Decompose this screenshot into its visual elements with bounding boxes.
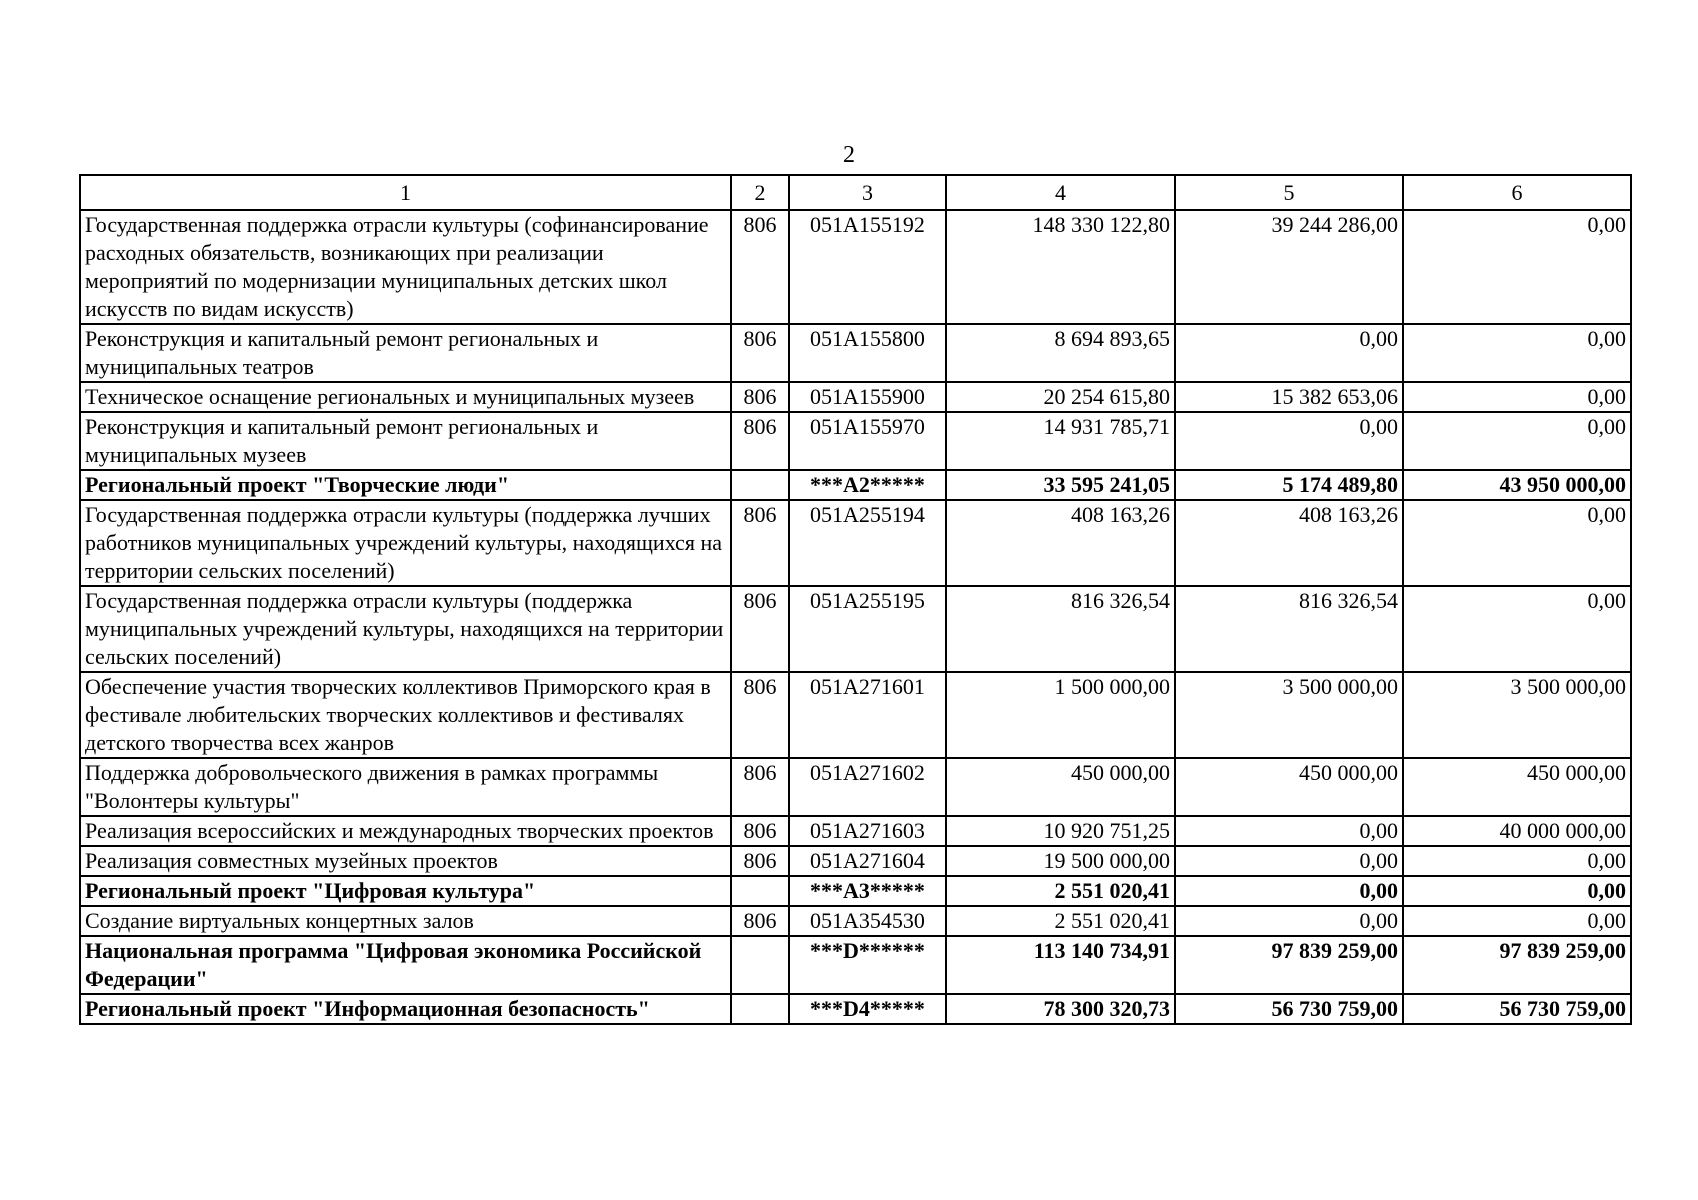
amount-col-4-cell: 20 254 615,80 (946, 382, 1175, 412)
item-name-cell: Национальная программа "Цифровая экономика Российской Федерации" (80, 936, 731, 994)
department-code-cell: 806 (731, 210, 789, 324)
amount-col-5-cell: 97 839 259,00 (1175, 936, 1403, 994)
amount-col-6-cell: 56 730 759,00 (1403, 994, 1631, 1024)
department-code-cell (731, 470, 789, 500)
department-code-cell: 806 (731, 586, 789, 672)
amount-col-5-cell: 5 174 489,80 (1175, 470, 1403, 500)
item-name-cell: Государственная поддержка отрасли культуры (поддержка муниципальных учреждений культуры, находящихся на территории сельских поселений) (80, 586, 731, 672)
amount-col-4-cell: 148 330 122,80 (946, 210, 1175, 324)
header-col-3: 3 (789, 175, 946, 210)
amount-col-4-cell: 2 551 020,41 (946, 876, 1175, 906)
budget-code-cell: ***A2***** (789, 470, 946, 500)
table-row (80, 470, 1631, 500)
amount-col-5-cell: 56 730 759,00 (1175, 994, 1403, 1024)
header-col-5: 5 (1175, 175, 1403, 210)
header-col-6: 6 (1403, 175, 1631, 210)
table-row (80, 500, 1631, 586)
budget-code-cell: 051A271601 (789, 672, 946, 758)
table-row (80, 758, 1631, 816)
header-row (80, 175, 1631, 210)
amount-col-5-cell: 0,00 (1175, 412, 1403, 470)
item-name-cell: Поддержка добровольческого движения в рамках программы "Волонтеры культуры" (80, 758, 731, 816)
amount-col-4-cell: 10 920 751,25 (946, 816, 1175, 846)
table-row (80, 210, 1631, 324)
amount-col-6-cell: 450 000,00 (1403, 758, 1631, 816)
header-col-4: 4 (946, 175, 1175, 210)
department-code-cell (731, 876, 789, 906)
item-name-cell: Государственная поддержка отрасли культуры (поддержка лучших работников муниципальных учреждений культуры, находящихся на территории сельских поселений) (80, 500, 731, 586)
budget-table (79, 174, 1632, 1025)
item-name-cell: Региональный проект "Цифровая культура" (80, 876, 731, 906)
table-row (80, 876, 1631, 906)
amount-col-6-cell: 0,00 (1403, 500, 1631, 586)
item-name-cell: Государственная поддержка отрасли культуры (софинансирование расходных обязательств, возникающих при реализации мероприятий по модернизации муниципальных детских школ искусств по видам искусств) (80, 210, 731, 324)
amount-col-6-cell: 3 500 000,00 (1403, 672, 1631, 758)
item-name-cell: Техническое оснащение региональных и муниципальных музеев (80, 382, 731, 412)
amount-col-4-cell: 113 140 734,91 (946, 936, 1175, 994)
amount-col-6-cell: 0,00 (1403, 210, 1631, 324)
header-col-2: 2 (731, 175, 789, 210)
table-row (80, 994, 1631, 1024)
table-row (80, 906, 1631, 936)
amount-col-5-cell: 0,00 (1175, 324, 1403, 382)
page-number: 2 (843, 142, 855, 168)
department-code-cell (731, 936, 789, 994)
department-code-cell: 806 (731, 500, 789, 586)
amount-col-5-cell: 450 000,00 (1175, 758, 1403, 816)
amount-col-5-cell: 0,00 (1175, 876, 1403, 906)
department-code-cell: 806 (731, 382, 789, 412)
budget-code-cell: 051A271604 (789, 846, 946, 876)
amount-col-5-cell: 0,00 (1175, 816, 1403, 846)
amount-col-5-cell: 0,00 (1175, 906, 1403, 936)
item-name-cell: Реализация всероссийских и международных творческих проектов (80, 816, 731, 846)
department-code-cell: 806 (731, 412, 789, 470)
item-name-cell: Обеспечение участия творческих коллективов Приморского края в фестивале любительских творческих коллективов и фестивалях детского творчества всех жанров (80, 672, 731, 758)
item-name-cell: Реализация совместных музейных проектов (80, 846, 731, 876)
amount-col-4-cell: 450 000,00 (946, 758, 1175, 816)
budget-code-cell: 051A155800 (789, 324, 946, 382)
table-row (80, 936, 1631, 994)
amount-col-6-cell: 0,00 (1403, 324, 1631, 382)
amount-col-5-cell: 0,00 (1175, 846, 1403, 876)
amount-col-6-cell: 43 950 000,00 (1403, 470, 1631, 500)
amount-col-6-cell: 0,00 (1403, 876, 1631, 906)
amount-col-4-cell: 816 326,54 (946, 586, 1175, 672)
budget-code-cell: 051A255195 (789, 586, 946, 672)
budget-code-cell: ***D4***** (789, 994, 946, 1024)
amount-col-6-cell: 0,00 (1403, 906, 1631, 936)
department-code-cell (731, 994, 789, 1024)
amount-col-5-cell: 3 500 000,00 (1175, 672, 1403, 758)
amount-col-4-cell: 1 500 000,00 (946, 672, 1175, 758)
budget-code-cell: 051A155192 (789, 210, 946, 324)
amount-col-4-cell: 78 300 320,73 (946, 994, 1175, 1024)
amount-col-6-cell: 97 839 259,00 (1403, 936, 1631, 994)
amount-col-5-cell: 39 244 286,00 (1175, 210, 1403, 324)
amount-col-6-cell: 0,00 (1403, 412, 1631, 470)
amount-col-4-cell: 14 931 785,71 (946, 412, 1175, 470)
table-row (80, 586, 1631, 672)
amount-col-6-cell: 0,00 (1403, 846, 1631, 876)
amount-col-5-cell: 816 326,54 (1175, 586, 1403, 672)
amount-col-5-cell: 15 382 653,06 (1175, 382, 1403, 412)
table-row (80, 846, 1631, 876)
amount-col-5-cell: 408 163,26 (1175, 500, 1403, 586)
amount-col-4-cell: 2 551 020,41 (946, 906, 1175, 936)
budget-code-cell: 051A155970 (789, 412, 946, 470)
table-row (80, 672, 1631, 758)
budget-code-cell: 051A255194 (789, 500, 946, 586)
item-name-cell: Создание виртуальных концертных залов (80, 906, 731, 936)
budget-code-cell: 051A271602 (789, 758, 946, 816)
table-row (80, 816, 1631, 846)
amount-col-6-cell: 40 000 000,00 (1403, 816, 1631, 846)
amount-col-6-cell: 0,00 (1403, 382, 1631, 412)
budget-code-cell: 051A354530 (789, 906, 946, 936)
item-name-cell: Реконструкция и капитальный ремонт региональных и муниципальных театров (80, 324, 731, 382)
table-row (80, 324, 1631, 382)
amount-col-6-cell: 0,00 (1403, 586, 1631, 672)
department-code-cell: 806 (731, 846, 789, 876)
department-code-cell: 806 (731, 816, 789, 846)
amount-col-4-cell: 19 500 000,00 (946, 846, 1175, 876)
department-code-cell: 806 (731, 906, 789, 936)
amount-col-4-cell: 33 595 241,05 (946, 470, 1175, 500)
department-code-cell: 806 (731, 672, 789, 758)
budget-code-cell: ***D****** (789, 936, 946, 994)
department-code-cell: 806 (731, 758, 789, 816)
header-col-1: 1 (80, 175, 731, 210)
item-name-cell: Региональный проект "Информационная безопасность" (80, 994, 731, 1024)
item-name-cell: Региональный проект "Творческие люди" (80, 470, 731, 500)
table-row (80, 382, 1631, 412)
item-name-cell: Реконструкция и капитальный ремонт региональных и муниципальных музеев (80, 412, 731, 470)
amount-col-4-cell: 8 694 893,65 (946, 324, 1175, 382)
department-code-cell: 806 (731, 324, 789, 382)
budget-code-cell: 051A271603 (789, 816, 946, 846)
budget-code-cell: 051A155900 (789, 382, 946, 412)
budget-code-cell: ***A3***** (789, 876, 946, 906)
table-row (80, 412, 1631, 470)
amount-col-4-cell: 408 163,26 (946, 500, 1175, 586)
